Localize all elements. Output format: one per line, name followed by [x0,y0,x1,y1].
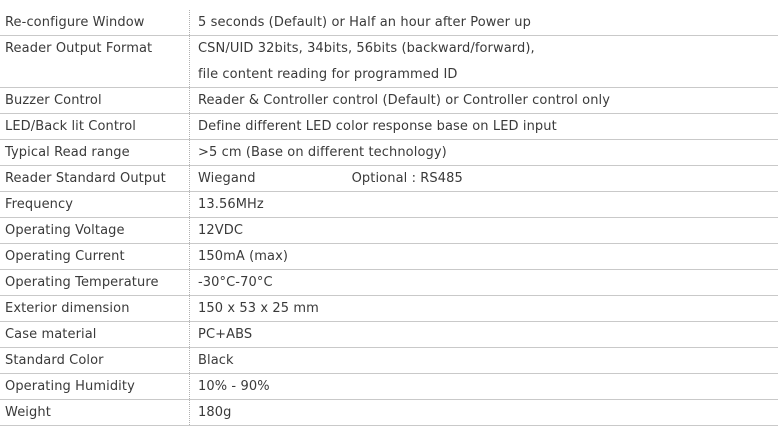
spec-row-operating-current [0,244,778,270]
spec-label: LED/Back lit Control [0,114,190,139]
spec-row-weight [0,400,778,426]
spec-label: Frequency [0,192,190,217]
spec-value: 180g [198,405,232,420]
spec-value-optional: Optional : RS485 [351,171,463,186]
spec-value: 150mA (max) [198,249,289,264]
spec-value-line: file content reading for programmed ID [198,67,458,82]
spec-row-case-material [0,322,778,348]
spec-value: -30°C-70°C [198,275,273,290]
spec-row-operating-humidity [0,374,778,400]
spec-value: PC+ABS [198,327,253,342]
spec-label: Reader Output Format [0,36,190,87]
spec-table [0,10,778,426]
spec-label: Typical Read range [0,140,190,165]
spec-value: 10% - 90% [198,379,270,394]
spec-value-line: CSN/UID 32bits, 34bits, 56bits (backward/forward), [198,41,535,56]
spec-label: Buzzer Control [0,88,190,113]
spec-label: Re-configure Window [0,10,190,35]
spec-row-operating-voltage [0,218,778,244]
spec-label: Operating Temperature [0,270,190,295]
spec-value: 150 x 53 x 25 mm [198,301,319,316]
spec-row-reader-standard-output [0,166,778,192]
spec-value: >5 cm (Base on different technology) [198,145,447,160]
spec-row-led-backlit-control [0,114,778,140]
spec-value: Black [198,353,234,368]
spec-label: Operating Voltage [0,218,190,243]
spec-value: 5 seconds (Default) or Half an hour after Power up [198,15,532,30]
spec-row-frequency [0,192,778,218]
spec-value: 13.56MHz [198,197,264,212]
spec-value-primary: Wiegand [198,171,256,186]
spec-row-typical-read-range [0,140,778,166]
spec-label: Reader Standard Output [0,166,190,191]
spec-label: Exterior dimension [0,296,190,321]
spec-label: Case material [0,322,190,347]
spec-label: Standard Color [0,348,190,373]
spec-row-reconfigure-window [0,10,778,36]
spec-row-exterior-dimension [0,296,778,322]
spec-row-buzzer-control [0,88,778,114]
spec-value: Define different LED color response base on LED input [198,119,557,134]
spec-label: Weight [0,400,190,425]
spec-value [190,166,778,191]
spec-label: Operating Humidity [0,374,190,399]
spec-label: Operating Current [0,244,190,269]
spec-row-reader-output-format [0,36,778,88]
spec-value: Reader & Controller control (Default) or Controller control only [198,93,611,108]
spec-value [190,36,778,87]
spec-row-standard-color [0,348,778,374]
spec-row-operating-temperature [0,270,778,296]
spec-value: 12VDC [198,223,244,238]
